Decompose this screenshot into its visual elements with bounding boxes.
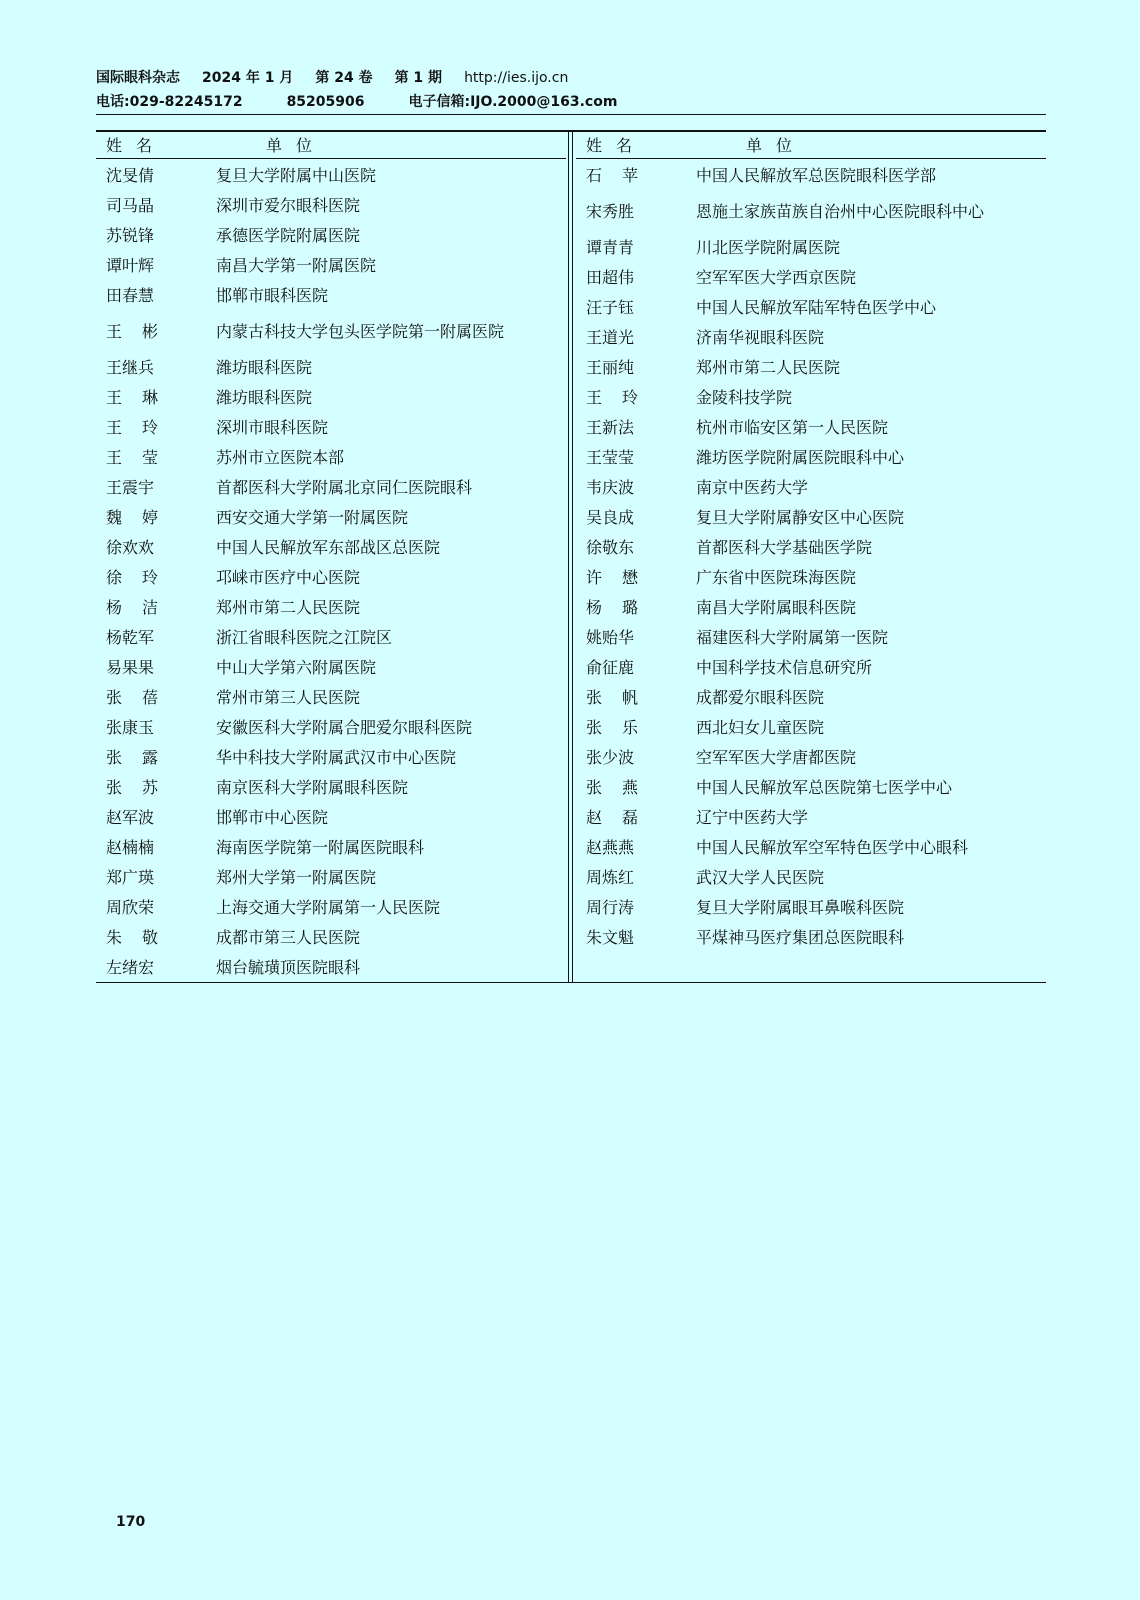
reviewer-unit: 郑州大学第一附属医院 [216,868,377,887]
reviewer-unit: 成都爱尔眼科医院 [696,688,825,707]
reviewer-unit: 复旦大学附属中山医院 [216,166,377,185]
reviewer-name: 王继兵 [106,358,155,377]
table-row [96,473,566,503]
right-rows [576,159,1046,953]
reviewer-name: 王琳 [106,388,179,407]
table-row [576,353,1046,383]
reviewer-name: 苏锐锋 [106,226,155,245]
journal-name: 国际眼科杂志 [96,70,180,86]
table-row [96,653,566,683]
reviewer-name: 周炼红 [586,868,635,887]
table-row [576,863,1046,893]
running-header [96,66,1046,114]
reviewer-unit: 上海交通大学附属第一人民医院 [216,898,441,917]
reviewer-unit: 恩施土家族苗族自治州中心医院眼科中心 [696,202,985,221]
journal-url: http://ies.ijo.cn [464,70,569,86]
reviewer-name: 王莹 [106,448,179,467]
table-row [576,473,1046,503]
reviewer-name: 杨洁 [106,598,179,617]
reviewer-name: 周欣荣 [106,898,155,917]
reviewer-unit: 平煤神马医疗集团总医院眼科 [696,928,905,947]
table-row [576,533,1046,563]
issue: 第 1 期 [394,70,443,86]
reviewer-unit: 浙江省眼科医院之江院区 [216,628,393,647]
reviewer-unit: 中国人民解放军陆军特色医学中心 [696,298,937,317]
table-row [576,263,1046,293]
reviewer-unit: 中国人民解放军总医院眼科医学部 [696,166,937,185]
reviewer-unit: 济南华视眼科医院 [696,328,825,347]
reviewer-name: 王新法 [586,418,635,437]
reviewer-name: 张露 [106,748,179,767]
table-row [96,893,566,923]
reviewer-name: 张少波 [586,748,635,767]
table-row [96,413,566,443]
reviewer-name: 许懋 [586,568,659,587]
table-row [96,221,566,251]
reviewer-name: 左绪宏 [106,958,155,977]
reviewer-unit: 深圳市爱尔眼科医院 [216,196,361,215]
table-row [576,413,1046,443]
reviewer-unit: 福建医科大学附属第一医院 [696,628,889,647]
reviewer-name: 田春慧 [106,286,155,305]
reviewer-unit: 空军军医大学西京医院 [696,268,857,287]
table-row [96,251,566,281]
reviewer-unit: 金陵科技学院 [696,388,793,407]
phone: 电话:029-82245172 [96,94,243,110]
reviewer-name: 王震宇 [106,478,155,497]
table-row [96,773,566,803]
header-unit: 单位 [266,135,327,155]
table-row [96,311,566,353]
reviewer-unit: 中国人民解放军空军特色医学中心眼科 [696,838,969,857]
reviewer-name: 郑广瑛 [106,868,155,887]
table-row [96,593,566,623]
table-row [96,863,566,893]
table-row [576,323,1046,353]
reviewer-unit: 西北妇女儿童医院 [696,718,825,737]
reviewer-unit: 南昌大学第一附属医院 [216,256,377,275]
reviewer-unit: 中国人民解放军总医院第七医学中心 [696,778,953,797]
reviewer-name: 俞征鹿 [586,658,635,677]
reviewer-unit: 复旦大学附属静安区中心医院 [696,508,905,527]
reviewer-name: 王彬 [106,322,179,341]
table-row [96,161,566,191]
column-divider [566,130,576,983]
table-row [96,533,566,563]
issue-date: 2024 年 1 月 [202,70,294,86]
email: 电子信箱:IJO.2000@163.com [408,94,618,110]
right-header-row [576,130,1046,159]
table-row [576,293,1046,323]
left-rows [96,159,566,983]
reviewer-name: 赵楠楠 [106,838,155,857]
table-row [96,743,566,773]
reviewer-name: 王丽纯 [586,358,635,377]
table-row [96,443,566,473]
reviewer-unit: 承德医学院附属医院 [216,226,361,245]
reviewer-unit: 邛崃市医疗中心医院 [216,568,361,587]
reviewer-name: 王玲 [586,388,659,407]
reviewer-unit: 成都市第三人民医院 [216,928,361,947]
table-row [576,773,1046,803]
reviewer-unit: 华中科技大学附属武汉市中心医院 [216,748,457,767]
reviewer-name: 石苹 [586,166,659,185]
table-row [96,713,566,743]
reviewer-name: 魏婷 [106,508,179,527]
reviewer-name: 王莹莹 [586,448,635,467]
reviewer-name: 姚贻华 [586,628,635,647]
reviewer-name: 赵军波 [106,808,155,827]
reviewer-name: 谭青青 [586,238,635,257]
table-row [576,443,1046,473]
table-row [96,803,566,833]
reviewer-unit: 空军军医大学唐都医院 [696,748,857,767]
table-row [96,503,566,533]
reviewer-name: 张乐 [586,718,659,737]
reviewer-name: 朱文魁 [586,928,635,947]
reviewer-name: 韦庆波 [586,478,635,497]
reviewer-name: 张康玉 [106,718,155,737]
reviewer-unit: 南京中医药大学 [696,478,809,497]
reviewer-unit: 首都医科大学附属北京同仁医院眼科 [216,478,473,497]
table-row [576,233,1046,263]
table-row [96,923,566,953]
reviewer-name: 周行涛 [586,898,635,917]
table-row [576,803,1046,833]
reviewer-unit: 西安交通大学第一附属医院 [216,508,409,527]
table-row [96,191,566,221]
table-row [576,683,1046,713]
table-row [96,683,566,713]
table-row [576,833,1046,863]
reviewer-name: 张帆 [586,688,659,707]
reviewer-unit: 郑州市第二人民医院 [696,358,841,377]
reviewer-name: 徐敬东 [586,538,635,557]
left-column [96,130,566,983]
left-header-row [96,130,566,159]
header-name: 姓名 [586,135,647,155]
volume: 第 24 卷 [315,70,373,86]
reviewer-name: 张蓓 [106,688,179,707]
reviewer-name: 吴良成 [586,508,635,527]
header-name: 姓名 [106,135,167,155]
table-columns [96,130,1046,983]
table-row [576,893,1046,923]
table-bottom-rule [96,982,1046,983]
table-row [576,923,1046,953]
reviewer-name: 徐欢欢 [106,538,155,557]
reviewer-name: 赵燕燕 [586,838,635,857]
reviewer-unit: 中国科学技术信息研究所 [696,658,873,677]
table-row [576,383,1046,413]
table-row [96,353,566,383]
reviewer-unit: 南昌大学附属眼科医院 [696,598,857,617]
reviewer-unit: 潍坊医学院附属医院眼科中心 [696,448,905,467]
reviewer-name: 王道光 [586,328,635,347]
reviewer-unit: 邯郸市眼科医院 [216,286,329,305]
table-row [96,953,566,983]
reviewer-name: 朱敬 [106,928,179,947]
table-row [576,593,1046,623]
reviewer-unit: 川北医学院附属医院 [696,238,841,257]
table-row [96,563,566,593]
reviewer-name: 赵磊 [586,808,659,827]
reviewer-name: 王玲 [106,418,179,437]
reviewer-name: 易果果 [106,658,155,677]
reviewer-unit: 南京医科大学附属眼科医院 [216,778,409,797]
header-line-2 [96,90,1046,114]
reviewer-unit: 苏州市立医院本部 [216,448,345,467]
header-line-1 [96,66,1046,90]
reviewer-unit: 安徽医科大学附属合肥爱尔眼科医院 [216,718,473,737]
reviewer-name: 田超伟 [586,268,635,287]
table-row [576,191,1046,233]
table-row [576,653,1046,683]
reviewer-name: 徐玲 [106,568,179,587]
reviewer-name: 谭叶辉 [106,256,155,275]
table-row [576,503,1046,533]
table-row [96,833,566,863]
reviewer-unit: 烟台毓璜顶医院眼科 [216,958,361,977]
reviewer-unit: 深圳市眼科医院 [216,418,329,437]
reviewer-unit: 内蒙古科技大学包头医学院第一附属医院 [216,322,505,341]
reviewer-unit: 潍坊眼科医院 [216,358,313,377]
table-row [576,161,1046,191]
table-row [96,281,566,311]
reviewer-unit: 杭州市临安区第一人民医院 [696,418,889,437]
reviewer-name: 杨乾军 [106,628,155,647]
reviewer-unit: 海南医学院第一附属医院眼科 [216,838,425,857]
reviewer-unit: 辽宁中医药大学 [696,808,809,827]
reviewer-unit: 武汉大学人民医院 [696,868,825,887]
reviewer-name: 杨璐 [586,598,659,617]
header-unit: 单位 [746,135,807,155]
reviewer-name: 沈旻倩 [106,166,155,185]
table-row [96,623,566,653]
reviewer-unit: 中山大学第六附属医院 [216,658,377,677]
reviewer-unit: 广东省中医院珠海医院 [696,568,857,587]
table-row [96,383,566,413]
reviewer-name: 宋秀胜 [586,202,635,221]
table-row [576,743,1046,773]
table-row [576,713,1046,743]
reviewer-unit: 常州市第三人民医院 [216,688,361,707]
reviewer-name: 汪子钰 [586,298,635,317]
reviewer-unit: 中国人民解放军东部战区总医院 [216,538,441,557]
reviewer-table [96,130,1046,983]
reviewer-unit: 复旦大学附属眼耳鼻喉科医院 [696,898,905,917]
table-row [576,623,1046,653]
right-column [576,130,1046,983]
reviewer-unit: 首都医科大学基础医学院 [696,538,873,557]
reviewer-unit: 邯郸市中心医院 [216,808,329,827]
table-row [576,563,1046,593]
reviewer-unit: 潍坊眼科医院 [216,388,313,407]
header-rule [96,114,1046,115]
page-number: 170 [116,1514,146,1530]
reviewer-name: 张燕 [586,778,659,797]
reviewer-name: 张苏 [106,778,179,797]
phone-2: 85205906 [286,94,365,110]
reviewer-unit: 郑州市第二人民医院 [216,598,361,617]
reviewer-name: 司马晶 [106,196,155,215]
